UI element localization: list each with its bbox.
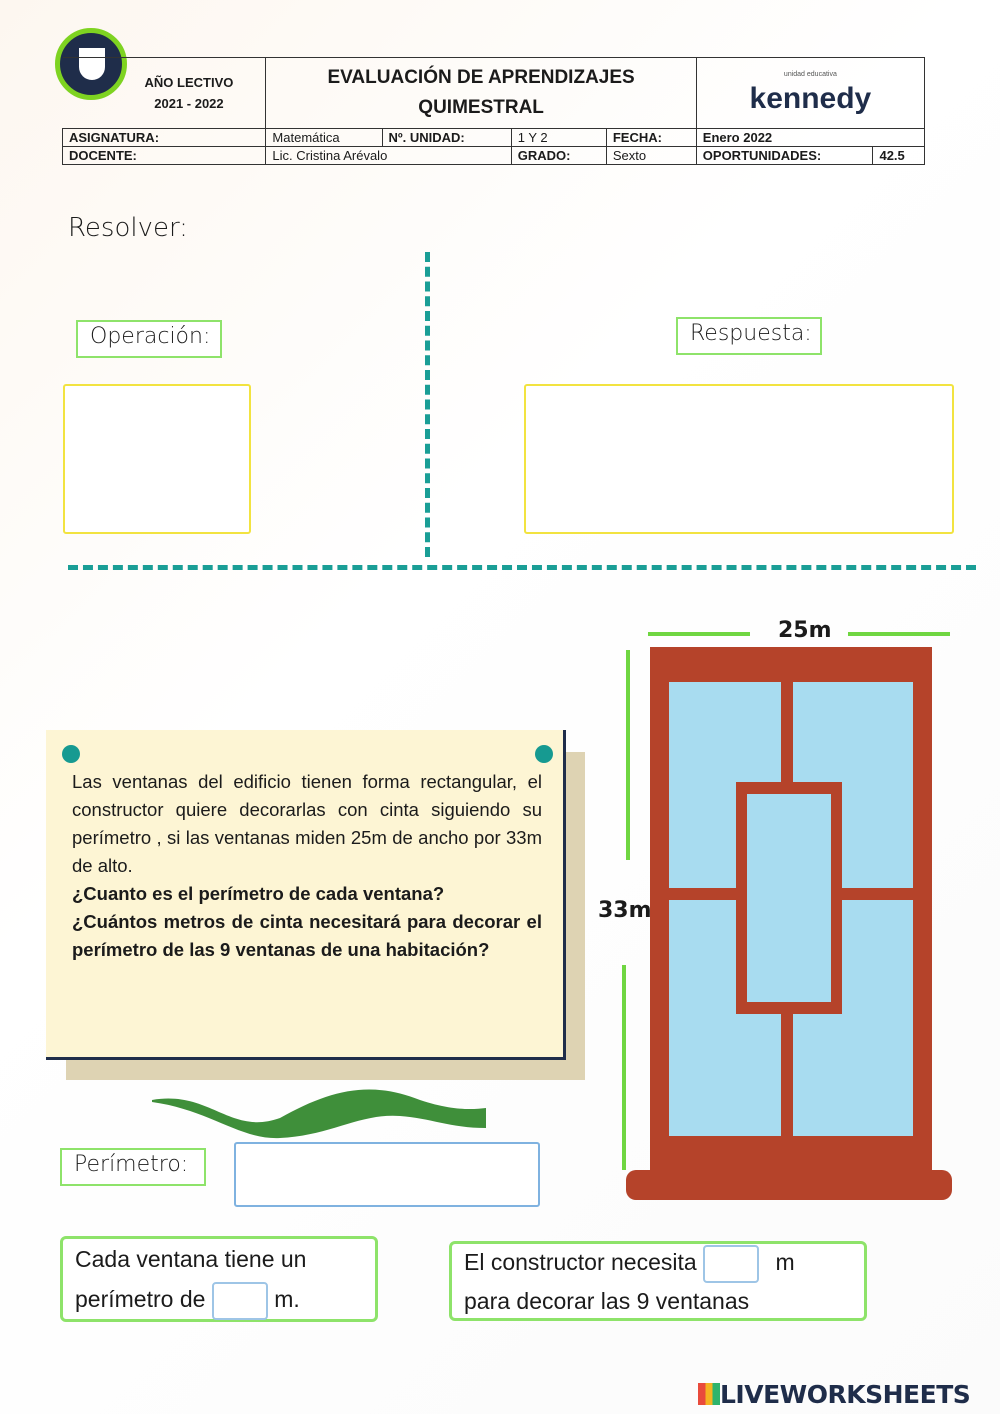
year-label: AÑO LECTIVO <box>144 75 234 90</box>
window-illustration <box>600 610 970 1210</box>
answer-box-2 <box>449 1241 867 1321</box>
fecha-value: Enero 2022 <box>696 129 924 147</box>
brand-text: LIVEWORKSHEETS <box>720 1380 971 1409</box>
window-sill <box>626 1170 952 1200</box>
pin-icon <box>535 745 553 763</box>
answer2-unit: m <box>775 1249 795 1275</box>
answer1-unit: m. <box>274 1286 300 1312</box>
answer2-text1: El constructor necesita <box>464 1249 697 1275</box>
respuesta-input[interactable] <box>524 384 954 534</box>
respuesta-label: Respuesta: <box>676 317 822 355</box>
docente-label: DOCENTE: <box>63 147 266 165</box>
window-center-glass <box>747 794 831 1002</box>
unidad-value: 1 Y 2 <box>511 129 606 147</box>
operacion-label: Operación: <box>76 320 222 358</box>
horizontal-divider <box>68 565 976 570</box>
oportunidades-label: OPORTUNIDADES: <box>696 147 873 165</box>
fecha-label: FECHA: <box>606 129 696 147</box>
asignatura-value: Matemática <box>266 129 382 147</box>
grado-value: Sexto <box>606 147 696 165</box>
brand-small: unidad educativa <box>783 70 837 78</box>
docente-value: Lic. Cristina Arévalo <box>266 147 511 165</box>
question-2: ¿Cuántos metros de cinta necesitará para decorar el perímetro de las 9 ventanas de una habitación? <box>72 911 542 960</box>
asignatura-label: ASIGNATURA: <box>63 129 266 147</box>
answer1-text1: Cada ventana tiene un <box>75 1246 307 1272</box>
liveworksheets-logo <box>698 1380 970 1409</box>
operacion-input[interactable] <box>63 384 251 534</box>
header-table <box>62 57 925 165</box>
ribbon-image <box>150 1080 490 1140</box>
perimetro-input[interactable] <box>234 1142 540 1207</box>
problem-text: Las ventanas del edificio tienen forma rectangular, el constructor quiere decorarlas con cinta siguiendo su perímetro , si las ventanas miden 25m de ancho por 33m de alto. <box>72 771 542 876</box>
grado-label: GRADO: <box>511 147 606 165</box>
oportunidades-value: 42.5 <box>873 147 925 165</box>
total-answer-input[interactable] <box>703 1245 759 1283</box>
problem-note <box>46 730 566 1060</box>
brand-logo: kennedy <box>749 81 872 115</box>
height-label: 33m <box>598 898 652 923</box>
brand-icon <box>698 1383 720 1405</box>
answer-box-1 <box>60 1236 378 1322</box>
unidad-label: Nº. UNIDAD: <box>382 129 511 147</box>
perimeter-answer-input[interactable] <box>212 1282 268 1320</box>
question-1: ¿Cuanto es el perímetro de cada ventana? <box>72 883 445 904</box>
width-label: 25m <box>778 618 832 643</box>
school-year: 2021 - 2022 <box>154 96 224 111</box>
resolver-heading: Resolver: <box>68 213 188 243</box>
answer2-text2: para decorar las 9 ventanas <box>464 1287 750 1314</box>
answer1-text2: perímetro de <box>75 1286 206 1312</box>
pin-icon <box>62 745 80 763</box>
title-line1: EVALUACIÓN DE APRENDIZAJES <box>327 67 635 88</box>
vertical-divider <box>425 252 430 557</box>
perimetro-label: Perímetro: <box>60 1148 206 1186</box>
title-line2: QUIMESTRAL <box>418 97 544 118</box>
